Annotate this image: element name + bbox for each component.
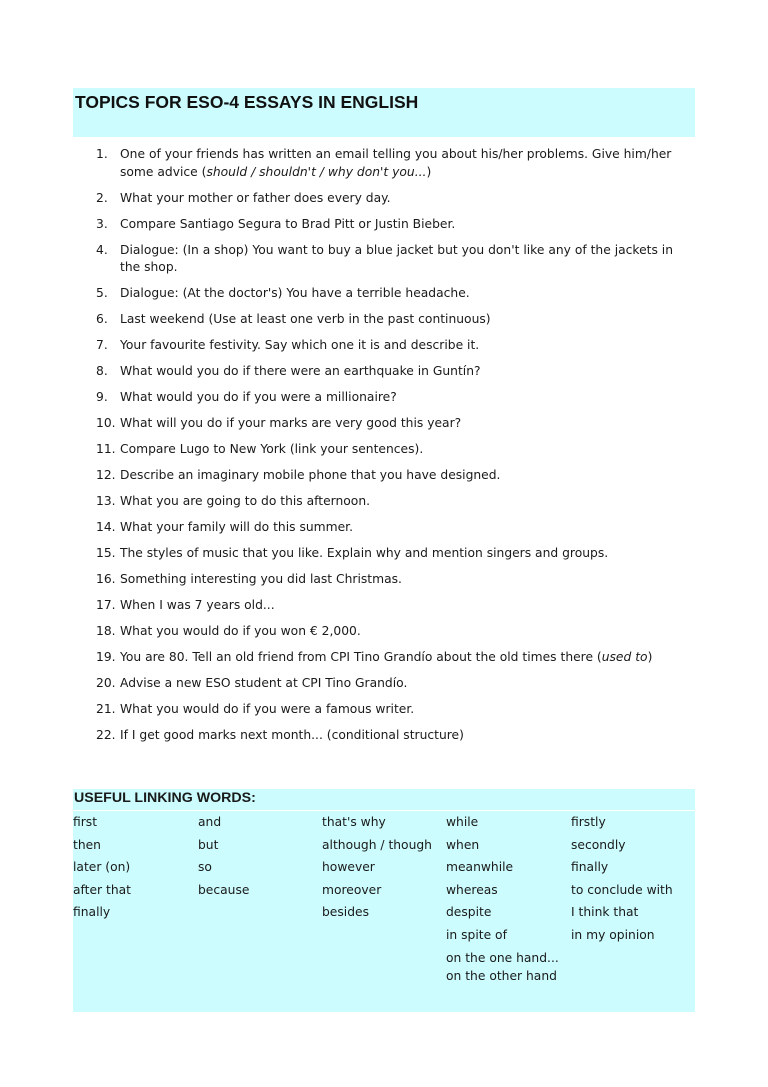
- linking-words-heading: USEFUL LINKING WORDS:: [74, 790, 256, 806]
- topic-item: [96, 545, 696, 563]
- topic-text-segment: What would you do if there were an earthquake in Guntín?: [120, 364, 481, 378]
- topic-text: [120, 242, 696, 277]
- topic-text: [120, 571, 696, 589]
- linking-word: but: [198, 837, 219, 852]
- topic-number: 3.: [96, 216, 108, 231]
- topic-number: 2.: [96, 190, 108, 205]
- linking-words-table: [73, 811, 695, 1012]
- topic-text-segment: Last weekend (Use at least one verb in the past continuous): [120, 312, 491, 326]
- topic-text-segment: The styles of music that you like. Explain why and mention singers and groups.: [120, 546, 609, 560]
- topic-text: [120, 389, 696, 407]
- topic-text-segment: What would you do if you were a millionaire?: [120, 390, 397, 404]
- topic-text: [120, 727, 696, 745]
- topic-item: [96, 146, 696, 181]
- topic-text: [120, 467, 696, 485]
- topic-item: [96, 285, 696, 303]
- linking-word: meanwhile: [446, 860, 514, 874]
- topic-number: 4.: [96, 242, 108, 257]
- topic-text-segment: Describe an imaginary mobile phone that you have designed.: [120, 468, 501, 482]
- topic-item: [96, 493, 696, 511]
- topic-text: [120, 519, 696, 537]
- linking-column-3: [322, 814, 447, 927]
- topic-number: 21.: [96, 702, 116, 716]
- topic-number: 15.: [96, 546, 116, 560]
- topic-text: [120, 649, 696, 667]
- linking-word: besides: [322, 905, 369, 919]
- topic-item: [96, 337, 696, 355]
- topic-number: 5.: [96, 286, 108, 300]
- topic-item: [96, 675, 696, 693]
- linking-word: first: [73, 815, 98, 829]
- linking-word: finally: [73, 905, 111, 919]
- topic-item: [96, 216, 696, 234]
- linking-column-2: [198, 814, 318, 904]
- topic-text: [120, 216, 696, 234]
- topics-list: [96, 146, 696, 753]
- linking-word: on the one hand... on the other hand: [446, 951, 559, 983]
- topic-number: 9.: [96, 390, 108, 404]
- linking-words-header: [73, 789, 695, 810]
- linking-column-4: [446, 814, 568, 985]
- topic-text-segment: What your mother or father does every day.: [120, 190, 391, 205]
- linking-word: secondly: [571, 837, 626, 852]
- topic-text: [120, 415, 696, 433]
- linking-word: and: [198, 815, 222, 829]
- topic-text-segment: Advise a new ESO student at CPI Tino Grandío.: [120, 676, 408, 690]
- topic-text-segment: What your family will do this summer.: [120, 520, 353, 534]
- topic-item: [96, 649, 696, 667]
- topic-item: [96, 467, 696, 485]
- topic-text: [120, 493, 696, 511]
- topic-item: [96, 363, 696, 381]
- topic-item: [96, 190, 696, 208]
- topic-item: [96, 242, 696, 277]
- linking-column-1: [73, 814, 193, 927]
- topic-number: 12.: [96, 468, 116, 482]
- topic-item: [96, 727, 696, 745]
- topic-number: 11.: [96, 442, 116, 456]
- topic-number: 14.: [96, 520, 116, 534]
- title-box: [73, 88, 695, 137]
- topic-number: 8.: [96, 364, 108, 378]
- topic-number: 19.: [96, 650, 116, 664]
- topic-number: 10.: [96, 416, 116, 430]
- topic-text: [120, 675, 696, 693]
- topic-text: [120, 311, 696, 329]
- topic-item: [96, 571, 696, 589]
- linking-word: while: [446, 815, 479, 829]
- topic-number: 20.: [96, 676, 116, 690]
- topic-text-segment: What you would do if you won € 2,000.: [120, 624, 361, 638]
- topic-text-segment: Dialogue: (At the doctor's) You have a terrible headache.: [120, 286, 470, 300]
- linking-word: in my opinion: [571, 927, 655, 942]
- topic-text: [120, 285, 696, 303]
- linking-word: so: [198, 860, 212, 874]
- linking-word: although / though: [322, 837, 432, 852]
- linking-word: to conclude with: [571, 882, 673, 897]
- topic-number: 22.: [96, 728, 116, 742]
- linking-word: after that: [73, 882, 131, 897]
- linking-word: I think that: [571, 905, 639, 919]
- topic-text: [120, 545, 696, 563]
- linking-column-5: [571, 814, 695, 949]
- linking-word: in spite of: [446, 927, 507, 942]
- topic-text-segment: Compare Santiago Segura to Brad Pitt or Justin Bieber.: [120, 216, 456, 231]
- linking-word: finally: [571, 860, 609, 874]
- linking-word: moreover: [322, 882, 382, 897]
- linking-word: because: [198, 882, 250, 897]
- linking-word: then: [73, 837, 101, 852]
- topic-number: 16.: [96, 572, 116, 586]
- topic-text-segment: ): [426, 164, 432, 179]
- topic-italic-text: used to: [601, 650, 648, 664]
- topic-text: [120, 363, 696, 381]
- topic-number: 17.: [96, 598, 116, 612]
- linking-word: however: [322, 860, 375, 874]
- topic-number: 1.: [96, 147, 108, 161]
- topic-text: [120, 190, 696, 208]
- topic-text-segment: Something interesting you did last Christmas.: [120, 572, 402, 586]
- topic-text: [120, 597, 696, 615]
- topic-text-segment: One of your friends has written an email telling you about his/her problems. Give him/her some advice (: [120, 147, 672, 179]
- topic-text-segment: Your favourite festivity. Say which one it is and describe it.: [120, 338, 480, 352]
- topic-number: 13.: [96, 494, 116, 508]
- topic-text-segment: What you are going to do this afternoon.: [120, 494, 371, 508]
- linking-word: whereas: [446, 882, 498, 897]
- topic-text: [120, 701, 696, 719]
- topic-text: [120, 623, 696, 641]
- topic-item: [96, 623, 696, 641]
- topic-text-segment: If I get good marks next month... (conditional structure): [120, 728, 464, 742]
- page-title: TOPICS FOR ESO-4 ESSAYS IN ENGLISH: [75, 92, 419, 112]
- topic-item: [96, 519, 696, 537]
- linking-word: when: [446, 837, 480, 852]
- topic-number: 6.: [96, 312, 108, 326]
- topic-item: [96, 311, 696, 329]
- topic-item: [96, 441, 696, 459]
- linking-word: later (on): [73, 860, 131, 874]
- topic-item: [96, 701, 696, 719]
- topic-item: [96, 389, 696, 407]
- topic-number: 7.: [96, 338, 108, 352]
- topic-text-segment: You are 80. Tell an old friend from CPI Tino Grandío about the old times there (: [120, 650, 602, 664]
- linking-word: despite: [446, 905, 492, 919]
- topic-italic-text: should / shouldn't / why don't you...: [206, 164, 427, 179]
- topic-text: [120, 337, 696, 355]
- linking-word: that's why: [322, 815, 386, 829]
- topic-text-segment: Dialogue: (In a shop) You want to buy a blue jacket but you don't like any of the jackets in the shop.: [120, 242, 673, 274]
- topic-text-segment: What will you do if your marks are very good this year?: [120, 416, 462, 430]
- topic-item: [96, 597, 696, 615]
- topic-text: [120, 441, 696, 459]
- topic-text-segment: ): [647, 650, 653, 664]
- topic-text-segment: Compare Lugo to New York (link your sentences).: [120, 442, 424, 456]
- topic-item: [96, 415, 696, 433]
- linking-word: firstly: [571, 815, 606, 829]
- topic-text-segment: What you would do if you were a famous writer.: [120, 702, 415, 716]
- topic-text-segment: When I was 7 years old...: [120, 598, 275, 612]
- topic-text: [120, 146, 696, 181]
- topic-number: 18.: [96, 624, 116, 638]
